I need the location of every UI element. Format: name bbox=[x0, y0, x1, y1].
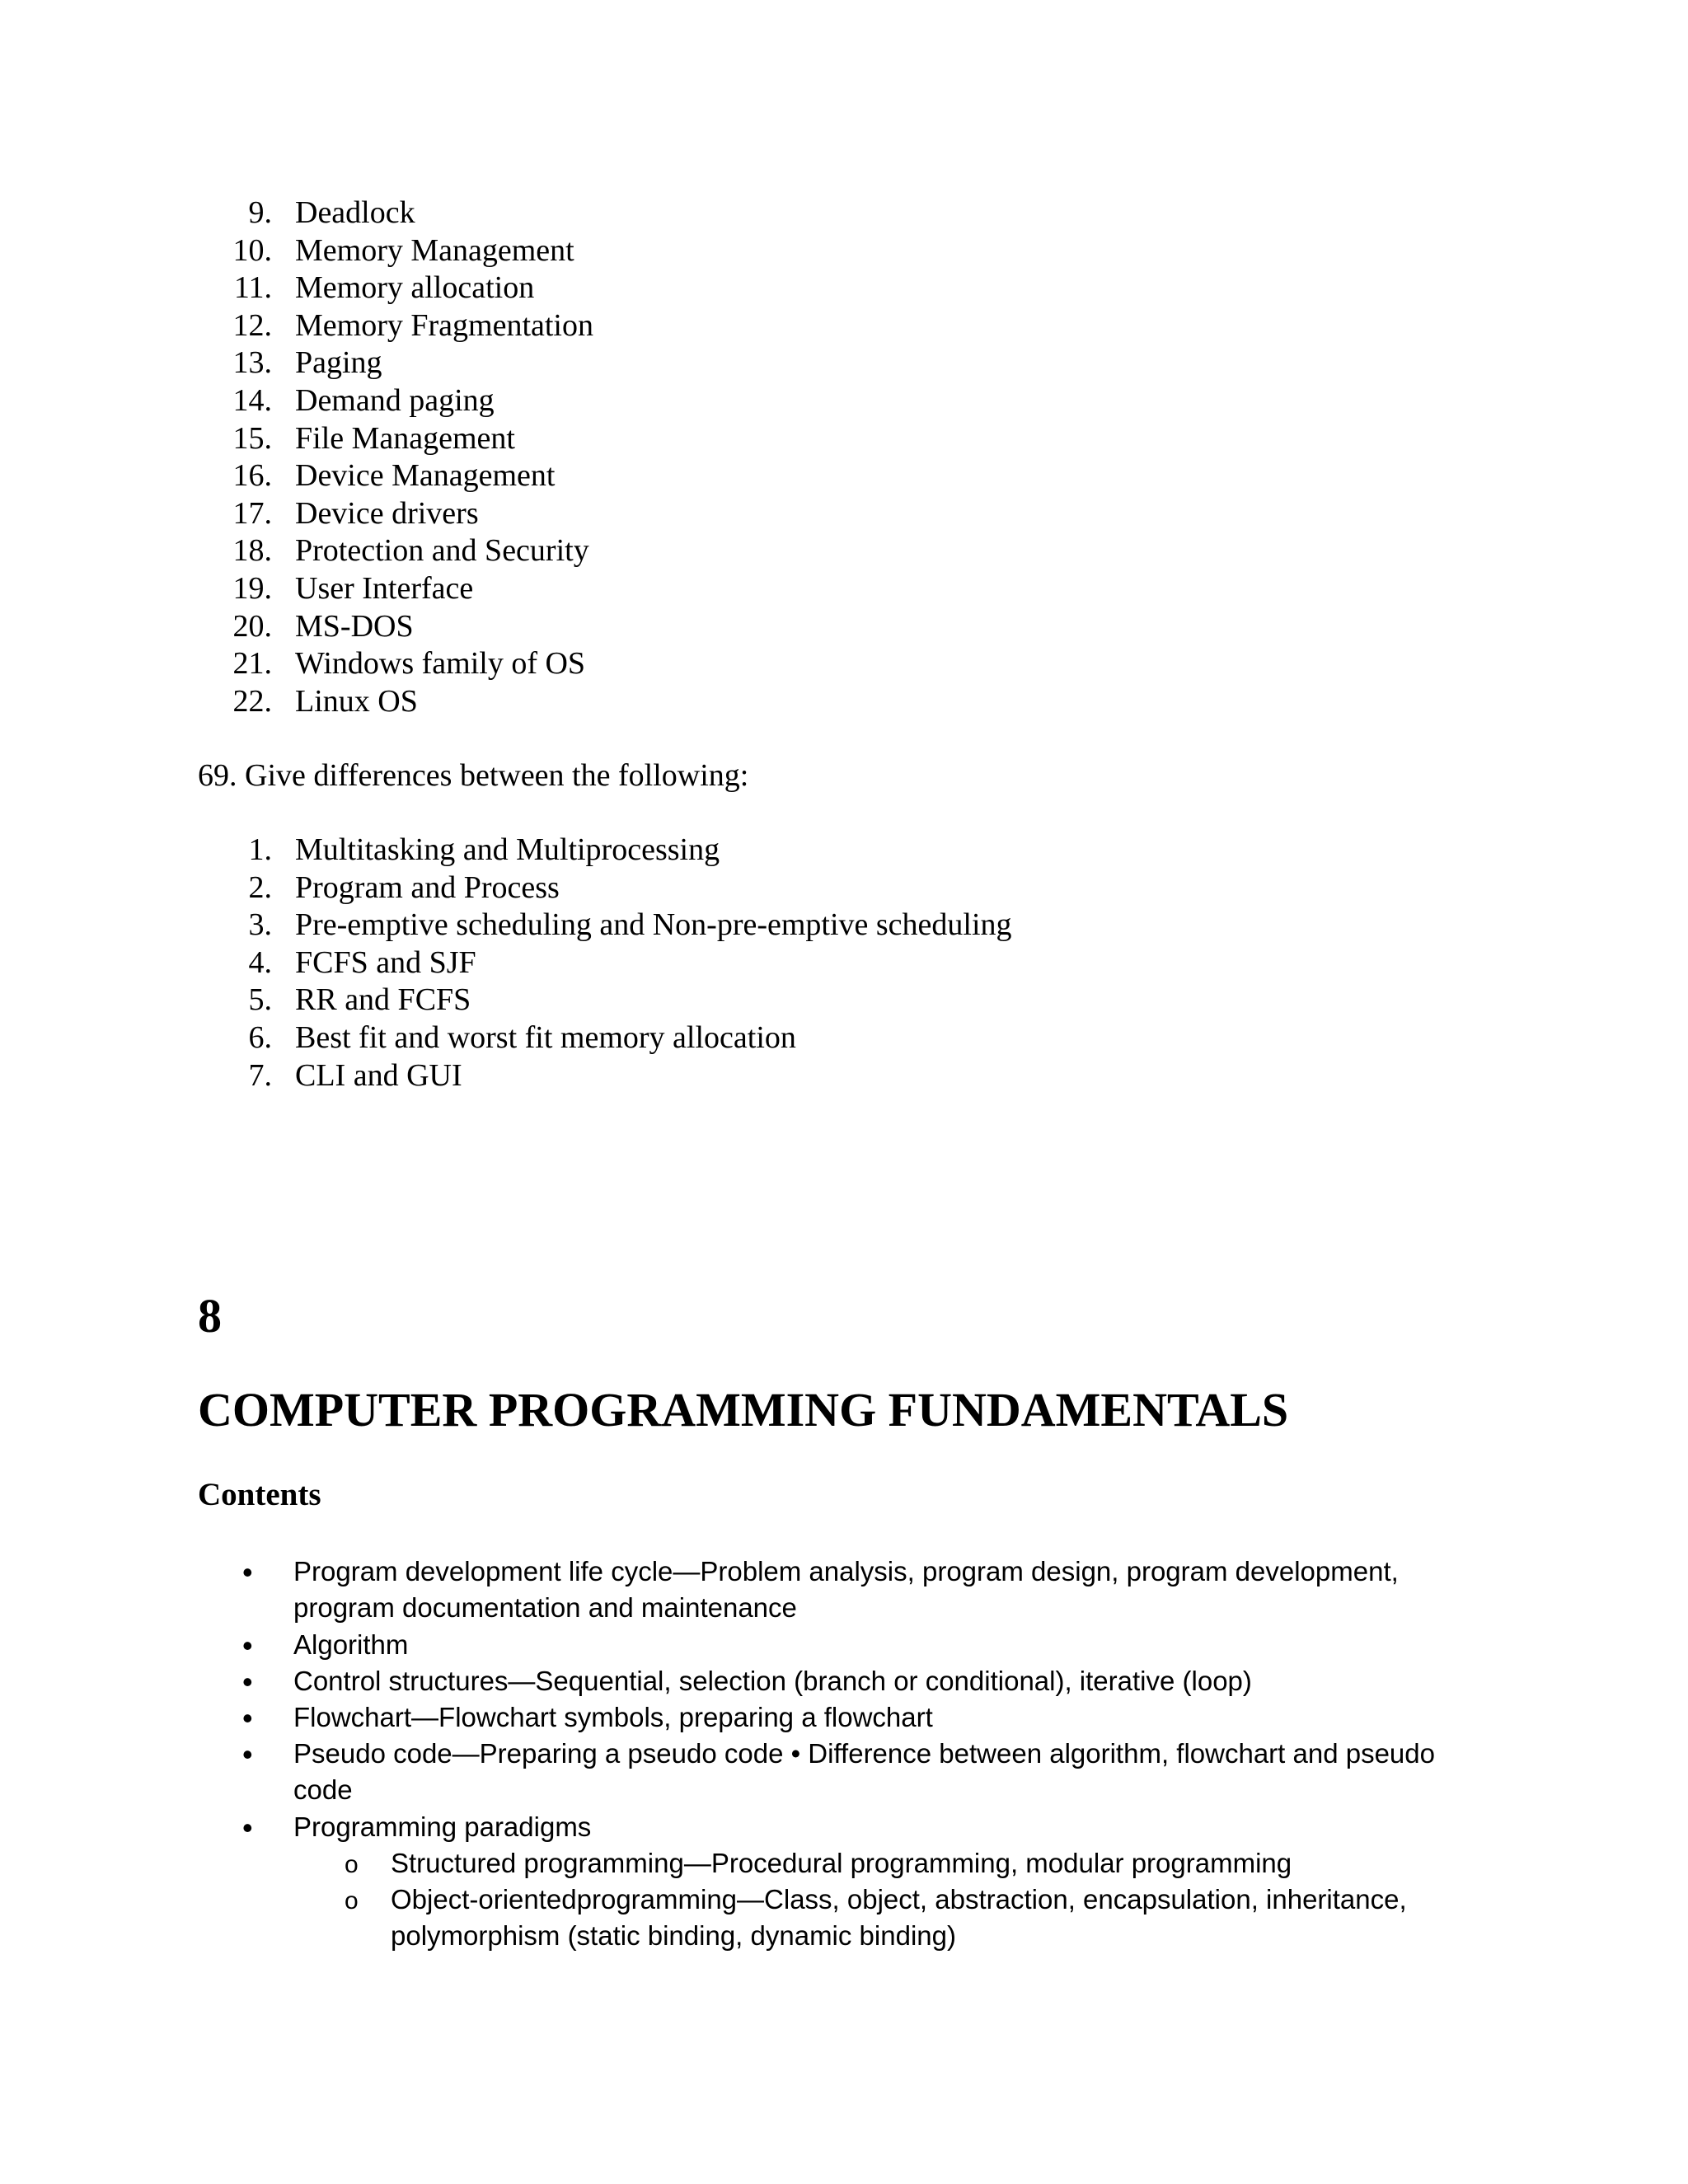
differences-list-item-text: Program and Process bbox=[295, 869, 560, 905]
topic-list-item-text: Device drivers bbox=[295, 495, 479, 531]
differences-list-item-number: 4. bbox=[248, 944, 272, 980]
differences-list-item-number: 3. bbox=[248, 907, 272, 943]
contents-subitem-oop-line2: polymorphism (static binding, dynamic binding) bbox=[391, 1920, 956, 1951]
bullet-icon: • bbox=[242, 1555, 253, 1589]
topic-list-item-text: Paging bbox=[295, 345, 382, 381]
contents-item-flowchart: Flowchart—Flowchart symbols, preparing a flowchart bbox=[293, 1702, 933, 1732]
differences-list-item-text: Best fit and worst fit memory allocation bbox=[295, 1020, 796, 1055]
topic-list-item-number: 13. bbox=[232, 345, 272, 381]
differences-list-item-number: 1. bbox=[248, 832, 272, 867]
chapter-title: COMPUTER PROGRAMMING FUNDAMENTALS bbox=[198, 1383, 1289, 1436]
differences-list-item-number: 2. bbox=[248, 869, 272, 905]
topic-list-item-number: 21. bbox=[232, 646, 272, 682]
differences-list-item-number: 5. bbox=[248, 982, 272, 1018]
sub-bullet-icon: o bbox=[345, 1851, 359, 1878]
topic-list-item-text: Device Management bbox=[295, 458, 556, 494]
contents-item-control-structures: Control structures—Sequential, selection (branch or conditional), iterative (loop) bbox=[293, 1666, 1252, 1696]
topic-list-item-text: User Interface bbox=[295, 571, 474, 606]
contents-item-pseudo-code-line1: Pseudo code—Preparing a pseudo code • Difference between algorithm, flowchart and pseudo bbox=[293, 1738, 1435, 1769]
contents-subitem-structured: Structured programming—Procedural programming, modular programming bbox=[391, 1848, 1292, 1878]
topic-list-item-number: 10. bbox=[232, 232, 272, 268]
topic-list-item-number: 15. bbox=[232, 420, 272, 456]
topic-list-item-number: 17. bbox=[232, 495, 272, 531]
differences-list-item-number: 7. bbox=[248, 1057, 272, 1093]
topic-list-item-text: Protection and Security bbox=[295, 533, 589, 569]
topic-list-item-text: Linux OS bbox=[295, 683, 418, 719]
topic-list-item-text: Deadlock bbox=[295, 195, 415, 230]
bullet-icon: • bbox=[242, 1811, 253, 1844]
topic-list-item-text: Memory allocation bbox=[295, 270, 535, 306]
topic-list-item-number: 18. bbox=[232, 533, 272, 569]
topic-list-item-number: 20. bbox=[232, 608, 272, 644]
topic-list-item-text: Memory Fragmentation bbox=[295, 307, 593, 343]
differences-list-item-number: 6. bbox=[248, 1020, 272, 1055]
contents-item-algorithm: Algorithm bbox=[293, 1629, 409, 1660]
topic-list-item-text: Demand paging bbox=[295, 383, 495, 418]
sub-bullet-icon: o bbox=[345, 1887, 359, 1915]
differences-list-item-text: RR and FCFS bbox=[295, 982, 471, 1018]
topic-list-item-text: Windows family of OS bbox=[295, 646, 586, 682]
topic-list-item-number: 11. bbox=[233, 270, 272, 306]
chapter-number: 8 bbox=[198, 1289, 222, 1343]
question-69: 69. Give differences between the following: bbox=[198, 758, 749, 793]
bullet-icon: • bbox=[242, 1737, 253, 1771]
differences-list-item-text: Multitasking and Multiprocessing bbox=[295, 832, 720, 867]
contents-item-plc-line2: program documentation and maintenance bbox=[293, 1592, 797, 1623]
topic-list-item-number: 22. bbox=[232, 683, 272, 719]
contents-item-pseudo-code-line2: code bbox=[293, 1774, 353, 1805]
contents-item-paradigms: Programming paradigms bbox=[293, 1811, 592, 1842]
differences-list-item-text: CLI and GUI bbox=[295, 1057, 462, 1093]
topic-list-item-number: 16. bbox=[232, 458, 272, 494]
bullet-icon: • bbox=[242, 1629, 253, 1662]
bullet-icon: • bbox=[242, 1701, 253, 1735]
topic-list-item-text: File Management bbox=[295, 420, 515, 456]
topic-list-item-number: 14. bbox=[232, 383, 272, 418]
contents-item-plc-line1: Program development life cycle—Problem analysis, program design, program development, bbox=[293, 1556, 1399, 1586]
topic-list-item-text: MS-DOS bbox=[295, 608, 414, 644]
differences-list-item-text: FCFS and SJF bbox=[295, 944, 476, 980]
bullet-icon: • bbox=[242, 1665, 253, 1699]
topic-list-item-text: Memory Management bbox=[295, 232, 574, 268]
contents-heading: Contents bbox=[198, 1477, 321, 1512]
topic-list-item-number: 12. bbox=[232, 307, 272, 343]
contents-subitem-oop-line1: Object-orientedprogramming—Class, object, abstraction, encapsulation, inheritance, bbox=[391, 1884, 1407, 1915]
topic-list-item-number: 19. bbox=[232, 571, 272, 606]
differences-list-item-text: Pre-emptive scheduling and Non-pre-emptive scheduling bbox=[295, 907, 1012, 943]
topic-list-item-number: 9. bbox=[248, 195, 272, 230]
